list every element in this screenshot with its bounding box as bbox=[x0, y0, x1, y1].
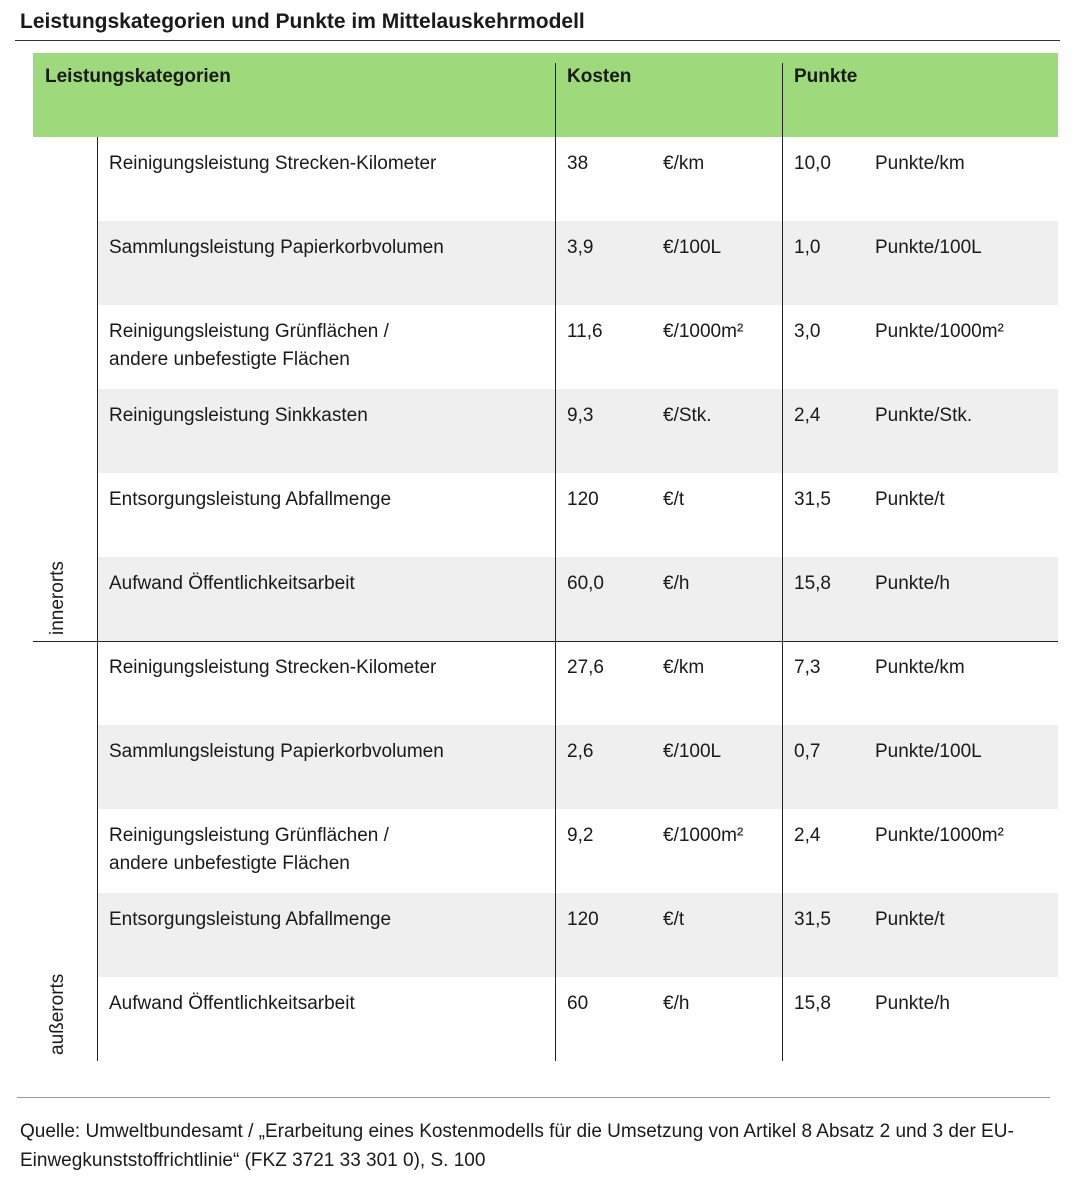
table-row bbox=[33, 137, 1058, 221]
punkte-unit: Punkte/1000m² bbox=[875, 825, 1004, 846]
column-divider-group bbox=[97, 137, 98, 1061]
kosten-value: 2,6 bbox=[567, 741, 594, 762]
column-divider-kosten bbox=[555, 63, 556, 1061]
row-label: Entsorgungsleistung Abfallmenge bbox=[109, 489, 392, 510]
table-row bbox=[33, 641, 1058, 725]
kosten-unit: €/t bbox=[663, 909, 685, 930]
punkte-value: 2,4 bbox=[794, 825, 821, 846]
row-label: Reinigungsleistung Strecken-Kilometer bbox=[109, 657, 437, 678]
kosten-value: 120 bbox=[567, 909, 599, 930]
table-title: Leistungskategorien und Punkte im Mittelauskehrmodell bbox=[20, 10, 585, 33]
kosten-value: 3,9 bbox=[567, 237, 594, 258]
column-divider-punkte bbox=[782, 63, 783, 1061]
punkte-unit: Punkte/km bbox=[875, 153, 965, 174]
row-label: Reinigungsleistung Sinkkasten bbox=[109, 405, 368, 426]
kosten-value: 60 bbox=[567, 993, 589, 1014]
kosten-value: 27,6 bbox=[567, 657, 604, 678]
punkte-value: 31,5 bbox=[794, 909, 831, 930]
source-note: Quelle: Umweltbundesamt / „Erarbeitung eines Kostenmodells für die Umsetzung von Artikel 8 Absatz 2 und 3 der EU-Einwegkunststoffrichtlinie“ (FKZ 3721 33 301 0), S. 100 bbox=[20, 1121, 1014, 1171]
kosten-unit: €/h bbox=[663, 573, 690, 594]
kosten-unit: €/Stk. bbox=[663, 405, 712, 426]
row-label: Entsorgungsleistung Abfallmenge bbox=[109, 909, 392, 930]
punkte-value: 7,3 bbox=[794, 657, 821, 678]
header-punkte: Punkte bbox=[794, 66, 858, 87]
punkte-unit: Punkte/h bbox=[875, 993, 950, 1014]
kosten-value: 60,0 bbox=[567, 573, 604, 594]
kosten-value: 120 bbox=[567, 489, 599, 510]
row-label: Reinigungsleistung Grünflächen / andere unbefestigte Flächen bbox=[109, 825, 389, 874]
table-header bbox=[33, 53, 1058, 137]
table-row bbox=[33, 305, 1058, 389]
kosten-unit: €/1000m² bbox=[663, 321, 744, 342]
row-label: Reinigungsleistung Strecken-Kilometer bbox=[109, 153, 437, 174]
kosten-unit: €/km bbox=[663, 153, 705, 174]
punkte-value: 15,8 bbox=[794, 993, 831, 1014]
group-label: innerorts bbox=[47, 561, 68, 635]
punkte-unit: Punkte/h bbox=[875, 573, 950, 594]
punkte-value: 0,7 bbox=[794, 741, 821, 762]
kosten-unit: €/100L bbox=[663, 237, 722, 258]
table-row bbox=[33, 557, 1058, 641]
table-body bbox=[33, 137, 1058, 1061]
footer-divider bbox=[17, 1097, 1050, 1098]
kosten-unit: €/100L bbox=[663, 741, 722, 762]
kosten-unit: €/1000m² bbox=[663, 825, 744, 846]
punkte-unit: Punkte/t bbox=[875, 909, 945, 930]
table-row bbox=[33, 725, 1058, 809]
kosten-unit: €/h bbox=[663, 993, 690, 1014]
table-row bbox=[33, 389, 1058, 473]
table-row bbox=[33, 473, 1058, 557]
kosten-value: 9,2 bbox=[567, 825, 594, 846]
kosten-value: 9,3 bbox=[567, 405, 594, 426]
punkte-value: 10,0 bbox=[794, 153, 831, 174]
punkte-value: 31,5 bbox=[794, 489, 831, 510]
kosten-value: 11,6 bbox=[567, 321, 603, 342]
punkte-value: 15,8 bbox=[794, 573, 831, 594]
punkte-unit: Punkte/100L bbox=[875, 237, 982, 258]
row-label: Aufwand Öffentlichkeitsarbeit bbox=[109, 573, 355, 594]
group-separator bbox=[33, 641, 1058, 642]
punkte-value: 1,0 bbox=[794, 237, 821, 258]
punkte-value: 3,0 bbox=[794, 321, 821, 342]
punkte-unit: Punkte/100L bbox=[875, 741, 982, 762]
row-label: Sammlungsleistung Papierkorbvolumen bbox=[109, 741, 444, 762]
group-label: außerorts bbox=[47, 973, 68, 1055]
table-row bbox=[33, 221, 1058, 305]
punkte-unit: Punkte/t bbox=[875, 489, 945, 510]
table-row bbox=[33, 809, 1058, 893]
row-label: Sammlungsleistung Papierkorbvolumen bbox=[109, 237, 444, 258]
punkte-unit: Punkte/km bbox=[875, 657, 965, 678]
title-divider bbox=[15, 40, 1060, 41]
kosten-value: 38 bbox=[567, 153, 589, 174]
kosten-unit: €/km bbox=[663, 657, 705, 678]
punkte-unit: Punkte/1000m² bbox=[875, 321, 1004, 342]
table-row bbox=[33, 893, 1058, 977]
points-table bbox=[33, 53, 1058, 1061]
header-kosten: Kosten bbox=[567, 66, 632, 87]
header-category: Leistungskategorien bbox=[45, 66, 231, 87]
punkte-value: 2,4 bbox=[794, 405, 821, 426]
kosten-unit: €/t bbox=[663, 489, 685, 510]
table-row bbox=[33, 977, 1058, 1061]
row-label: Aufwand Öffentlichkeitsarbeit bbox=[109, 993, 355, 1014]
punkte-unit: Punkte/Stk. bbox=[875, 405, 973, 426]
row-label: Reinigungsleistung Grünflächen / andere unbefestigte Flächen bbox=[109, 321, 389, 370]
